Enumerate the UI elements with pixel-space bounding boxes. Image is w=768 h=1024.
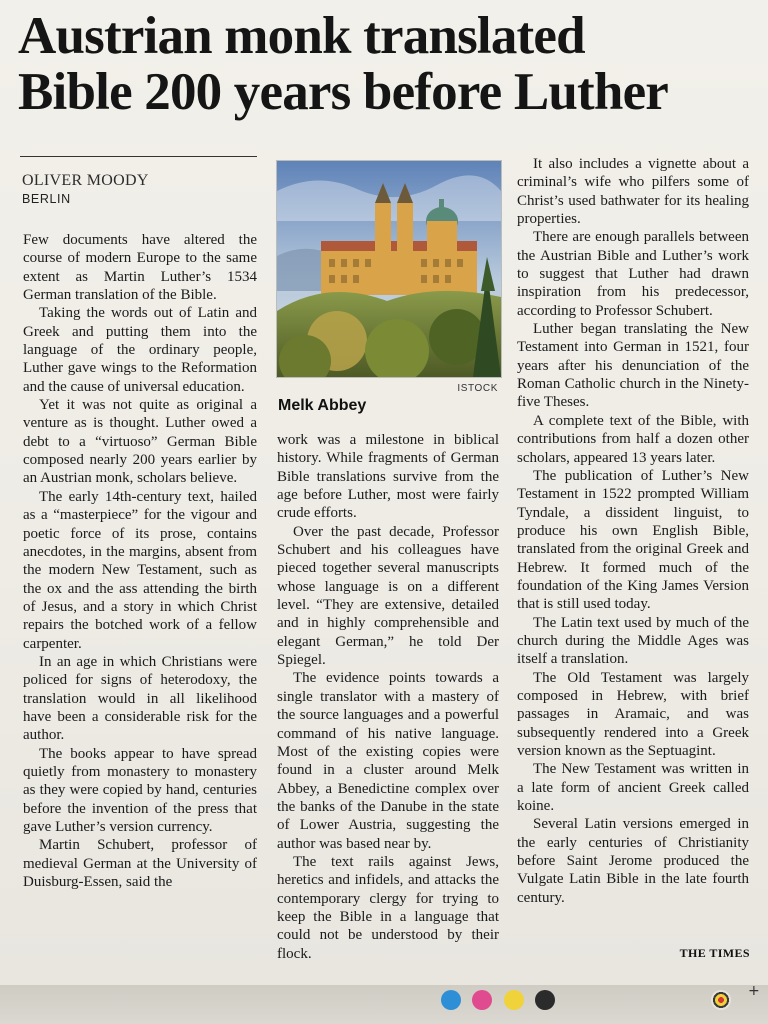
headline-line-2: Bible 200 years before Luther — [18, 63, 669, 121]
paragraph: Several Latin versions emerged in the early centuries of Christianity before Saint Jerome produced the Vulgate Latin Bible in the late fourth century. — [517, 816, 749, 906]
paragraph: The publication of Luther’s New Testament in 1522 prompted William Tyndale, a dissident linguist, to produce his own English Bible, translated from the original Greek and Hebrew. It formed much of the foundation of the King James Version that is still used today. — [517, 467, 749, 613]
paragraph: Over the past decade, Professor Schubert and his colleagues have pieced together several manuscripts whose language is on a different level. “They are extensive, detailed and in highly comprehensible and elegant German,” he told Der Spiegel. — [277, 523, 499, 669]
paragraph: Martin Schubert, professor of medieval German at the University of Duisburg-Essen, said the — [23, 837, 257, 891]
article-column-1 — [23, 231, 257, 891]
paragraph: Few documents have altered the course of modern Europe to the same extent as Martin Luther’s 1534 German translation of the Bible. — [23, 232, 257, 304]
registration-target-icon — [711, 990, 731, 1010]
abbey-photo-icon — [276, 160, 502, 378]
yellow-color-dot-icon — [504, 990, 524, 1010]
paragraph: The New Testament was written in a late form of ancient Greek called koine. — [517, 761, 749, 815]
magenta-color-dot-icon — [472, 990, 492, 1010]
headline-line-1: Austrian monk translated — [18, 7, 585, 65]
paragraph: There are enough parallels between the Austrian Bible and Luther’s work to suggest that Luther had drawn inspiration from his predecessor, according to Professor Schubert. — [517, 229, 749, 319]
paragraph: Luther began translating the New Testament into German in 1521, four years after his denunciation of the Roman Catholic church in the Ninety-five Theses. — [517, 321, 749, 411]
paragraph: The books appear to have spread quietly from monastery to monastery as they were copied by hand, centuries before the invention of the press that gave Luther’s version currency. — [23, 745, 257, 835]
dateline: BERLIN — [22, 192, 71, 206]
paragraph: Taking the words out of Latin and Greek and putting them into the language of the ordinary people, Luther gave wings to the Reformation and the cause of universal education. — [23, 305, 257, 395]
paragraph: A complete text of the Bible, with contributions from half a dozen other scholars, appeared 13 years later. — [517, 412, 749, 466]
paragraph: The early 14th-century text, hailed as a “masterpiece” for the vigour and poetic force of its prose, contains anecdotes, in the margins, absent from the modern New Testament, such as the ox and the ass attending the birth of Jesus, and a story in which Christ repairs the botched work of a fellow carpenter. — [23, 488, 257, 652]
byline: OLIVER MOODY — [22, 172, 149, 189]
cyan-color-dot-icon — [441, 990, 461, 1010]
paragraph: It also includes a vignette about a criminal’s wife who pilfers some of Christ’s used bathwater for its healing properties. — [517, 156, 749, 228]
paragraph: Yet it was not quite as original a venture as is thought. Luther owed a debt to a “virtuoso” German Bible composed nearly 200 years earlier by an Austrian monk, scholars believe. — [23, 397, 257, 487]
paragraph: The text rails against Jews, heretics and infidels, and attacks the contemporary clergy for trying to keep the Bible in a language that could not be understood by their flock. — [277, 853, 499, 962]
paragraph: work was a milestone in biblical history. While fragments of German Bible translations survive from the age before Luther, most were fairly crude efforts. — [277, 432, 499, 522]
crop-cross-icon: + — [748, 983, 760, 999]
abbey-illustration — [277, 161, 501, 377]
paragraph: The Latin text used by much of the church during the Middle Ages was itself a translation. — [517, 614, 749, 668]
headline — [18, 8, 753, 120]
article-column-2 — [277, 431, 499, 963]
paragraph: The Old Testament was largely composed in Hebrew, with brief passages in Aramaic, and was subsequently rendered into a Greek version known as the Septuagint. — [517, 669, 749, 759]
byline-rule — [20, 156, 257, 157]
paragraph: The evidence points towards a single translator with a mastery of the source languages and a powerful command of his native language. Most of the existing copies were found in a cluster around Melk Abbey, a Benedictine complex over the banks of the Danube in the state of Lower Austria, suggesting the author was based near by. — [277, 670, 499, 852]
photo-credit: ISTOCK — [457, 383, 498, 394]
photo-caption: Melk Abbey — [278, 397, 367, 414]
publication-signoff: THE TIMES — [679, 946, 750, 960]
article-column-3 — [517, 155, 749, 907]
print-margin-strip — [0, 985, 768, 1024]
paragraph: In an age in which Christians were policed for signs of heterodoxy, the translation would in all likelihood have been a considerable risk for the author. — [23, 653, 257, 744]
black-color-dot-icon — [535, 990, 555, 1010]
